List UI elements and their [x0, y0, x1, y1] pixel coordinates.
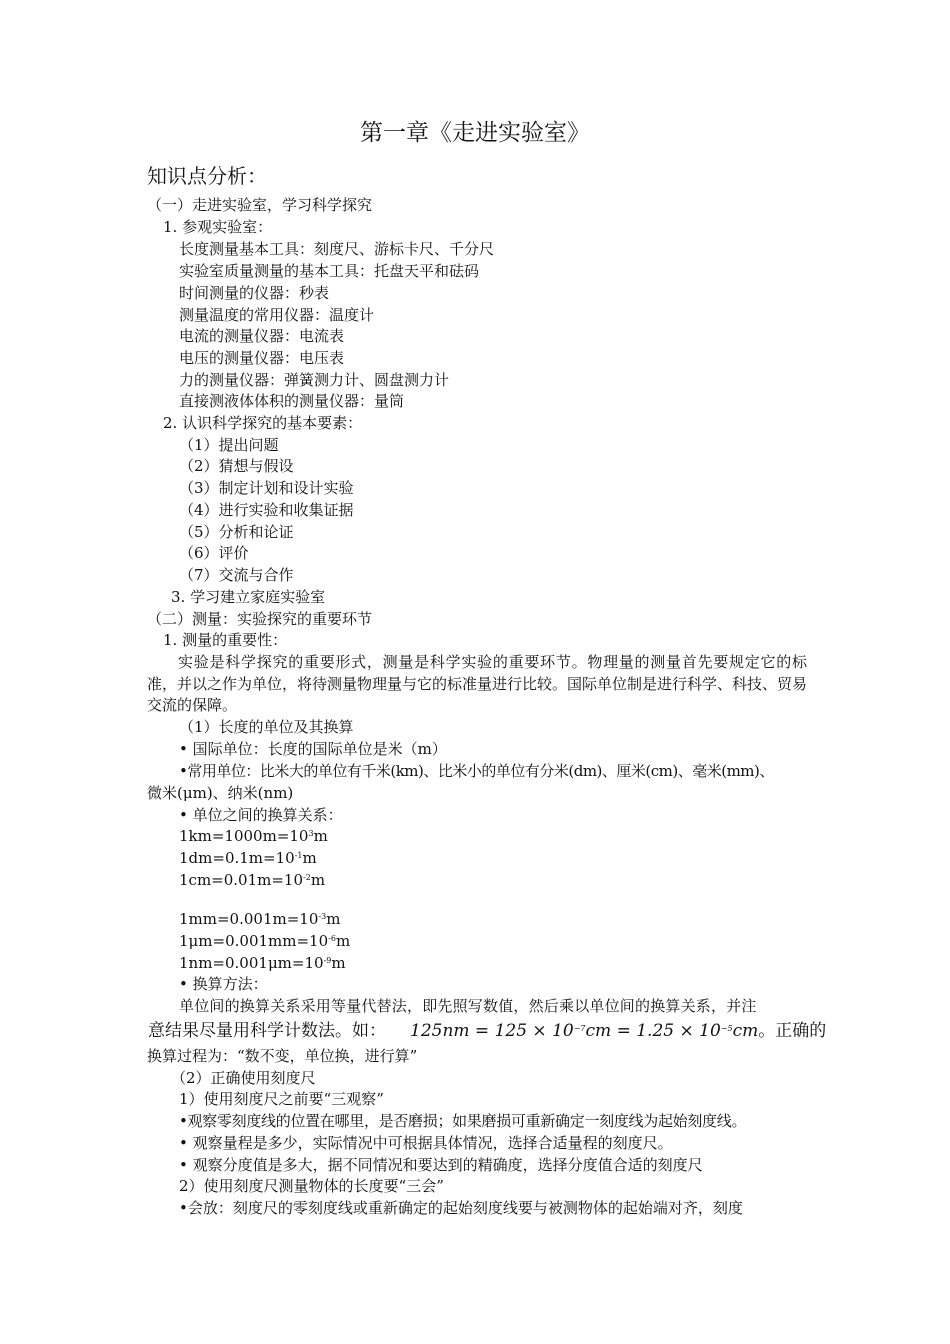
section-2-title: （二）测量：实验探究的重要环节 — [147, 610, 373, 628]
item-1-visit-lab: 1. 参观实验室： — [163, 218, 273, 236]
tool-line: 实验室质量测量的基本工具：托盘天平和砝码 — [179, 262, 480, 280]
ruler-measure-title: 2）使用刻度尺测量物体的长度要“三会” — [179, 1177, 444, 1195]
conversion-formula: $125nm = 125 \times 10^{-7}cm = 1.25 \times 10^{-5}cm$ — [410, 1021, 759, 1041]
tool-line: 测量温度的常用仪器：温度计 — [179, 306, 375, 324]
method-line-formula: 意结果尽量用科学计数法。如： $125nm = 125 \times 10^{-7}cm = 1.25 \times 10^{-5}cm$。正确的 — [148, 1021, 827, 1041]
step-line: （1）提出问题 — [179, 436, 279, 454]
bullet-conversion: • 单位之间的换算关系： — [179, 806, 343, 824]
step-line: （2）猜想与假设 — [179, 457, 294, 475]
chapter-title: 第一章《走进实验室》 — [360, 120, 590, 146]
tool-line: 时间测量的仪器：秒表 — [179, 284, 330, 302]
step-line: （3）制定计划和设计实验 — [179, 479, 354, 497]
length-units-subheading: （1）长度的单位及其换算 — [179, 718, 354, 736]
tool-line: 力的测量仪器：弹簧测力计、圆盘测力计 — [179, 371, 450, 389]
importance-paragraph: 实验是科学探究的重要形式，测量是科学实验的重要环节。物理量的测量首先要规定它的标准，并以之作为单位，将待测量物理量与它的标准量进行比较。国际单位制是进行科学、科技、贸易交流的保障。 — [147, 653, 808, 715]
bullet-common-units-cont: 微米(μm)、纳米(nm) — [147, 784, 294, 802]
step-line: （7）交流与合作 — [179, 566, 294, 584]
section-heading: 知识点分析： — [147, 164, 267, 188]
conversion-line: $1\mu m=0.001mm=10^{-6}m$ — [179, 932, 351, 950]
step-line: （4）进行实验和收集证据 — [179, 501, 354, 519]
bullet-method: • 换算方法： — [179, 975, 268, 993]
bullet-si-unit: • 国际单位：长度的国际单位是米（m） — [179, 740, 447, 758]
item-3-home-lab: 3. 学习建立家庭实验室 — [171, 588, 326, 606]
conversion-line: $1mm=0.001m=10^{-3}m$ — [179, 910, 341, 928]
step-line: （5）分析和论证 — [179, 523, 294, 541]
tool-line: 直接测液体体积的测量仪器：量筒 — [179, 392, 405, 410]
tool-line: 电压的测量仪器：电压表 — [179, 349, 345, 367]
item-1-importance: 1. 测量的重要性： — [163, 631, 288, 649]
section-1-title: （一）走进实验室，学习科学探究 — [147, 196, 373, 214]
conversion-line: $1dm=0.1m=10^{-1}m$ — [179, 849, 317, 867]
method-line: 换算过程为：“数不变，单位换，进行算” — [147, 1047, 418, 1065]
item-2-inquiry-elements: 2. 认识科学探究的基本要素： — [163, 414, 363, 432]
bullet-common-units: •常用单位：比米大的单位有千米(km)、比米小的单位有分米(dm)、厘米(cm)、毫米(mm)、 — [179, 762, 774, 780]
conversion-line: $1km=1000m=10^3m$ — [179, 827, 328, 845]
ruler-measure-bullet: •会放：刻度尺的零刻度线或重新确定的起始刻度线要与被测物体的起始端对齐，刻度 — [179, 1199, 743, 1217]
ruler-subheading: （2）正确使用刻度尺 — [171, 1069, 316, 1087]
conversion-line: $1nm=0.001\mu m=10^{-9}m$ — [179, 954, 346, 972]
method-line: 单位间的换算关系采用等量代替法，即先照写数值，然后乘以单位间的换算关系，并注 — [179, 997, 757, 1015]
ruler-observe-bullet: •观察零刻度线的位置在哪里，是否磨损；如果磨损可重新确定一刻度线为起始刻度线。 — [179, 1112, 747, 1130]
ruler-observe-bullet: • 观察分度值是多大，据不同情况和要达到的精确度，选择分度值合适的刻度尺 — [179, 1156, 703, 1174]
step-line: （6）评价 — [179, 544, 249, 562]
tool-line: 长度测量基本工具：刻度尺、游标卡尺、千分尺 — [179, 240, 495, 258]
conversion-line: $1cm=0.01m=10^{-2}m$ — [179, 871, 326, 889]
ruler-observe-bullet: • 观察量程是多少，实际情况中可根据具体情况，选择合适量程的刻度尺。 — [179, 1134, 673, 1152]
tool-line: 电流的测量仪器：电流表 — [179, 327, 345, 345]
ruler-observe-title: 1）使用刻度尺之前要“三观察” — [179, 1090, 384, 1108]
